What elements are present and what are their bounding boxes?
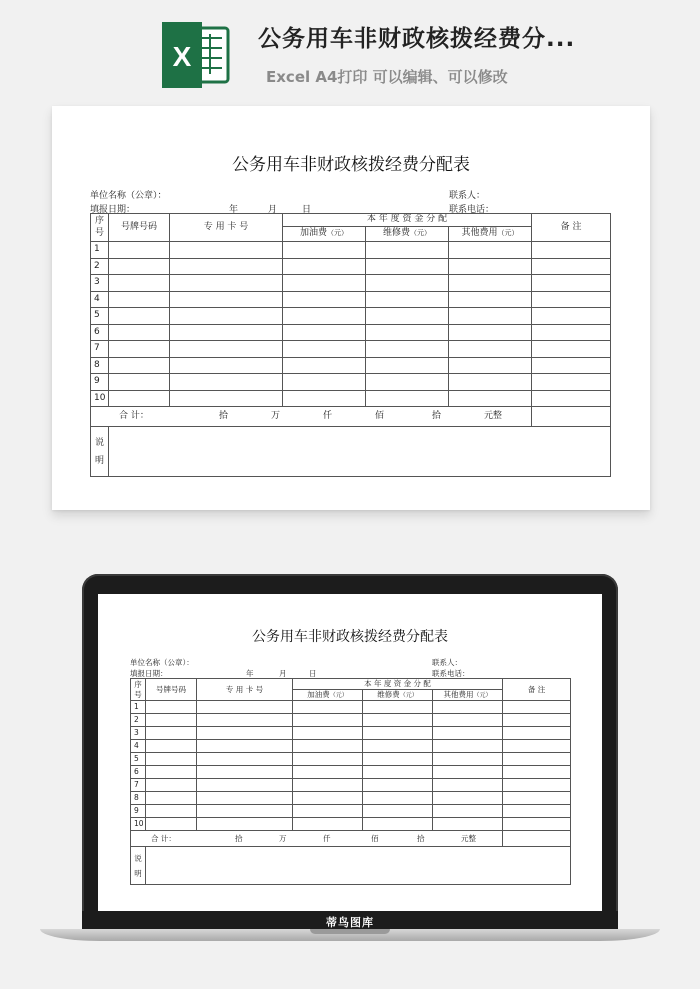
- table-row: 10: [131, 818, 571, 831]
- page-title: 公务用车非财政核拨经费分...: [258, 26, 576, 52]
- unit-name-label: 单位名称（公章）：: [90, 191, 167, 201]
- total-cell: 合 计： 拾 万 仟 佰 拾 元整: [91, 407, 532, 427]
- header-fuel: 加油费（元）: [283, 227, 366, 242]
- note-label-small: 说明: [131, 847, 146, 885]
- excel-icon-letter: X: [172, 41, 192, 72]
- contact-label-small: 联系人：: [432, 658, 462, 667]
- page-subtitle: Excel A4打印 可以编辑、可以修改: [266, 68, 508, 86]
- day-label-small: 日: [309, 669, 317, 678]
- month-label: 月: [268, 205, 278, 215]
- table-row: 9: [91, 374, 611, 391]
- header-repair: 维修费（元）: [366, 227, 449, 242]
- note-row-small: [131, 847, 571, 885]
- note-label: 说明: [91, 427, 109, 477]
- header-fuel-small: 加油费（元）: [293, 690, 363, 701]
- phone-label: 联系电话：: [449, 205, 495, 215]
- header-plate-small: 号牌号码: [146, 679, 197, 701]
- header-plate: 号牌号码: [109, 214, 170, 242]
- table-row: 1: [131, 701, 571, 714]
- header-remark-small: 备 注: [503, 679, 571, 701]
- table-row: 3: [91, 275, 611, 292]
- excel-icon: [160, 22, 230, 88]
- laptop-mockup: [0, 570, 700, 989]
- header-remark: 备 注: [532, 214, 611, 242]
- header: [0, 0, 700, 100]
- year-label-small: 年: [246, 669, 254, 678]
- table-row: 5: [131, 753, 571, 766]
- laptop-notch: [310, 929, 390, 934]
- table-row: 4: [91, 291, 611, 308]
- year-label: 年: [229, 205, 239, 215]
- table-row: 6: [131, 766, 571, 779]
- table-row: 1: [91, 242, 611, 259]
- fund-allocation-table: [90, 213, 611, 477]
- table-row: 2: [131, 714, 571, 727]
- sheet-preview: [52, 106, 650, 510]
- laptop-screen: [98, 594, 602, 912]
- table-row: 10: [91, 390, 611, 407]
- table-row: 5: [91, 308, 611, 325]
- header-seq-small: 序号: [131, 679, 146, 701]
- table-row: 3: [131, 727, 571, 740]
- table-row: 7: [91, 341, 611, 358]
- header-card: 专 用 卡 号: [170, 214, 283, 242]
- unit-name-label-small: 单位名称（公章）：: [130, 658, 194, 667]
- contact-label: 联系人：: [449, 191, 486, 201]
- form-title: 公务用车非财政核拨经费分配表: [232, 155, 470, 175]
- table-row: 6: [91, 324, 611, 341]
- note-row: [91, 427, 611, 477]
- header-other: 其他费用（元）: [449, 227, 532, 242]
- fill-date-label: 填报日期：: [90, 205, 136, 215]
- total-row: [91, 407, 611, 427]
- day-label: 日: [302, 205, 312, 215]
- total-cell-small: 合 计： 拾 万 仟 佰 拾 元整: [131, 831, 503, 847]
- fund-allocation-table-small: [130, 678, 571, 885]
- total-row-small: [131, 831, 571, 847]
- table-row: 2: [91, 258, 611, 275]
- table-row: 9: [131, 805, 571, 818]
- header-fund-group-small: 本 年 度 资 金 分 配: [293, 679, 503, 690]
- laptop-bezel-bottom: [82, 911, 618, 929]
- phone-label-small: 联系电话：: [432, 669, 470, 678]
- header-other-small: 其他费用（元）: [433, 690, 503, 701]
- month-label-small: 月: [279, 669, 287, 678]
- header-seq: 序号: [91, 214, 109, 242]
- brand-logo-text: 蒂鸟图库: [326, 916, 374, 929]
- table-row: 7: [131, 779, 571, 792]
- form-title-small: 公务用车非财政核拨经费分配表: [252, 629, 448, 645]
- table-row: 8: [131, 792, 571, 805]
- table-row: 4: [131, 740, 571, 753]
- fill-date-label-small: 填报日期：: [130, 669, 168, 678]
- header-repair-small: 维修费（元）: [363, 690, 433, 701]
- table-row: 8: [91, 357, 611, 374]
- header-card-small: 专 用 卡 号: [197, 679, 293, 701]
- header-fund-group: 本 年 度 资 金 分 配: [283, 214, 532, 227]
